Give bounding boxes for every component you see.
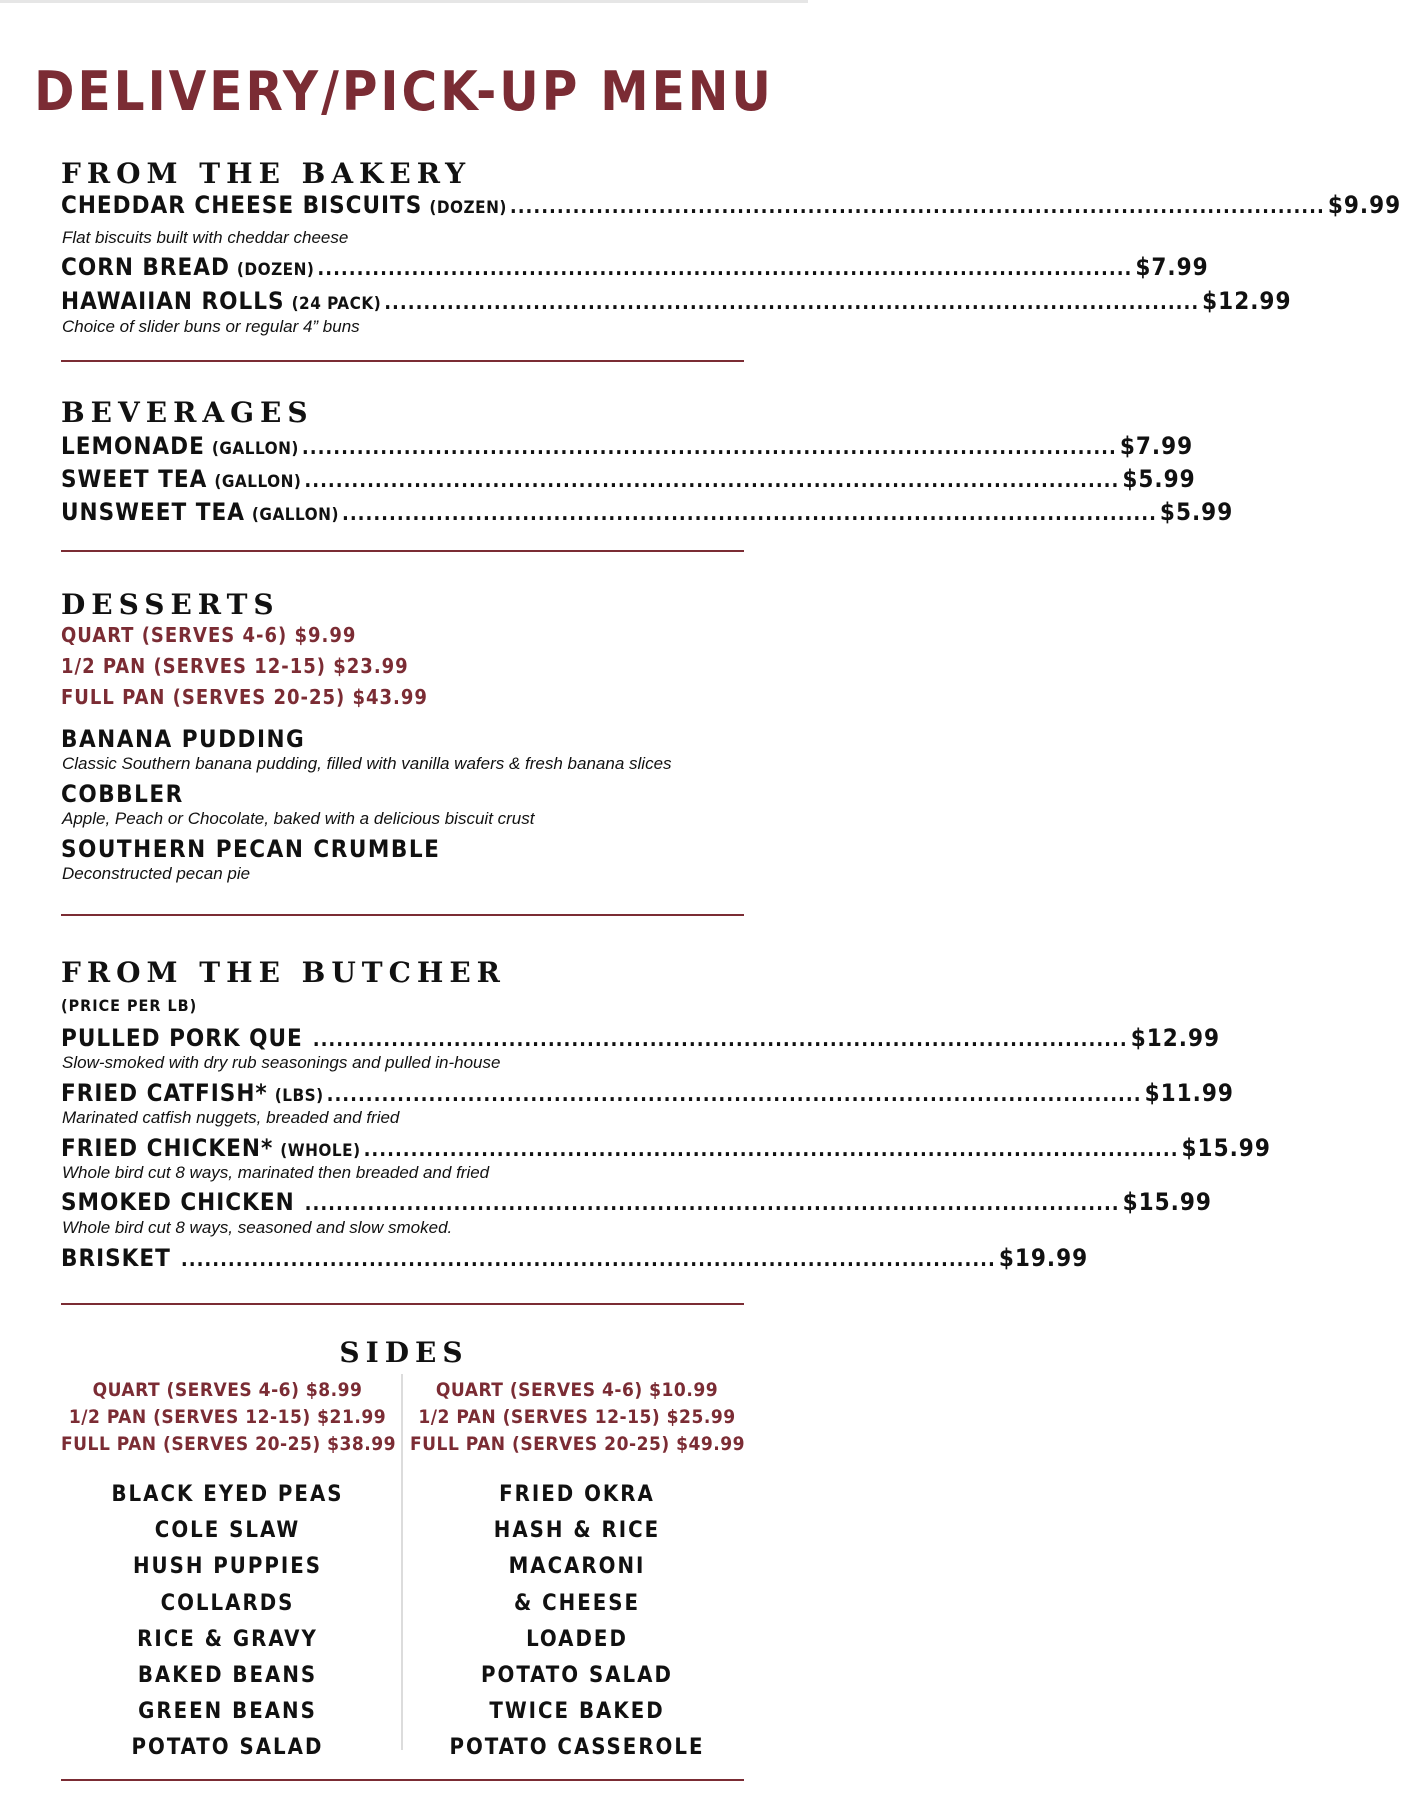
item-price: $15.99 — [1122, 1188, 1212, 1216]
dot-leader: ........................................................................................................ — [363, 1137, 1179, 1161]
menu-item-fried-chicken — [61, 1133, 1271, 1166]
side-item: BLACK EYED PEAS — [111, 1482, 344, 1507]
item-qualifier: (GALLON) — [214, 472, 302, 492]
dessert-size-price: 1/2 PAN (SERVES 12-15) $23.99 — [61, 654, 409, 678]
item-name: SWEET TEA — [61, 465, 208, 493]
item-description: Marinated catfish nuggets, breaded and fried — [62, 1108, 400, 1127]
dot-leader: ........................................................................................................ — [317, 256, 1133, 280]
dessert-name: COBBLER — [61, 780, 184, 808]
side-list — [61, 1477, 394, 1767]
item-price: $9.99 — [1327, 191, 1401, 219]
item-name: FRIED CHICKEN* — [61, 1134, 274, 1162]
item-qualifier: (WHOLE) — [280, 1141, 361, 1161]
desserts-heading: DESSERTS — [61, 588, 280, 621]
side-item: COLE SLAW — [154, 1518, 301, 1544]
side-size-price: FULL PAN (SERVES 20-25) $49.99 — [410, 1433, 746, 1455]
menu-item-unsweet-tea — [61, 497, 1234, 530]
dot-leader: ........................................................................................................ — [304, 468, 1120, 492]
dot-leader: ........................................................................................................ — [341, 501, 1157, 525]
side-size-price: QUART (SERVES 4-6) $8.99 — [92, 1379, 363, 1401]
dot-leader: ........................................................................................................ — [304, 1191, 1120, 1215]
dessert-name: BANANA PUDDING — [61, 725, 306, 753]
side-item: GREEN BEANS — [138, 1699, 317, 1725]
section-divider — [61, 550, 744, 552]
item-price: $7.99 — [1119, 432, 1194, 460]
menu-item-fried-catfish — [61, 1078, 1234, 1111]
menu-item-lemonade — [61, 431, 1194, 464]
side-item: LOADED — [526, 1626, 628, 1652]
item-qualifier: (GALLON) — [251, 505, 339, 525]
item-description: Apple, Peach or Chocolate, baked with a delicious biscuit crust — [62, 809, 535, 828]
menu-item-corn-bread — [61, 252, 1209, 285]
side-list — [410, 1477, 744, 1767]
item-qualifier: (DOZEN) — [236, 260, 315, 280]
side-item: TWICE BAKED — [489, 1699, 665, 1725]
item-price: $15.99 — [1181, 1134, 1271, 1162]
side-item: POTATO SALAD — [481, 1663, 673, 1689]
side-item: POTATO CASSEROLE — [449, 1735, 705, 1761]
item-name: UNSWEET TEA — [61, 498, 245, 526]
dot-leader: ........................................................................................................ — [509, 194, 1325, 218]
section-divider — [61, 1779, 744, 1781]
item-price: $11.99 — [1144, 1079, 1234, 1107]
dessert-name: SOUTHERN PECAN CRUMBLE — [61, 835, 441, 863]
dessert-size-price: FULL PAN (SERVES 20-25) $43.99 — [61, 685, 428, 709]
item-description: Whole bird cut 8 ways, seasoned and slow smoked. — [62, 1218, 453, 1237]
sides-column-right — [410, 1377, 744, 1767]
item-name: HAWAIIAN ROLLS — [61, 287, 285, 315]
side-item: POTATO SALAD — [131, 1735, 324, 1761]
item-price: $19.99 — [998, 1244, 1089, 1272]
menu-item-brisket — [61, 1243, 1089, 1274]
item-price: $12.99 — [1202, 287, 1292, 315]
side-item: MACARONI — [508, 1554, 646, 1580]
menu-title: DELIVERY/PICK-UP MENU — [34, 60, 774, 123]
item-name: BRISKET — [61, 1244, 171, 1272]
side-item: HASH & RICE — [493, 1518, 661, 1544]
dot-leader: ........................................................................................................ — [301, 435, 1117, 459]
side-size-price: 1/2 PAN (SERVES 12-15) $25.99 — [418, 1406, 736, 1428]
side-item: FRIED OKRA — [499, 1482, 655, 1507]
item-qualifier: (DOZEN) — [429, 198, 507, 218]
menu-item-sweet-tea — [61, 464, 1196, 497]
item-description: Deconstructed pecan pie — [62, 864, 251, 883]
side-item: BAKED BEANS — [137, 1663, 318, 1689]
item-name: LEMONADE — [61, 432, 205, 460]
item-name: SMOKED CHICKEN — [61, 1188, 295, 1216]
side-size-price: QUART (SERVES 4-6) $10.99 — [435, 1379, 719, 1401]
dessert-size-price: QUART (SERVES 4-6) $9.99 — [61, 623, 357, 647]
side-item: RICE & GRAVY — [137, 1626, 318, 1652]
sides-column-left — [61, 1377, 397, 1767]
item-price: $5.99 — [1159, 498, 1234, 526]
bakery-heading: FROM THE BAKERY — [61, 157, 472, 190]
item-price: $12.99 — [1130, 1024, 1221, 1052]
dot-leader: ........................................................................................................ — [384, 290, 1200, 314]
menu-item-hawaiian-rolls — [61, 286, 1292, 319]
side-item: HUSH PUPPIES — [132, 1554, 323, 1580]
side-item: COLLARDS — [160, 1590, 295, 1616]
item-description: Classic Southern banana pudding, filled with vanilla wafers & fresh banana slices — [62, 754, 672, 773]
item-description: Choice of slider buns or regular 4” buns — [62, 317, 360, 336]
section-divider — [61, 360, 744, 362]
menu-item-cheddar-biscuits — [61, 190, 1401, 223]
side-size-price: 1/2 PAN (SERVES 12-15) $21.99 — [68, 1406, 387, 1428]
item-qualifier: (LBS) — [274, 1086, 324, 1106]
item-price: $7.99 — [1135, 253, 1209, 281]
item-name: PULLED PORK QUE — [61, 1024, 303, 1052]
dot-leader: ........................................................................................................ — [180, 1247, 996, 1271]
dot-leader: ........................................................................................................ — [326, 1082, 1142, 1106]
sides-heading: SIDES — [339, 1336, 469, 1369]
menu-item-smoked-chicken — [61, 1187, 1212, 1218]
item-name: CORN BREAD — [61, 253, 230, 281]
side-item: & CHEESE — [513, 1590, 641, 1616]
price-per-lb-note: (PRICE PER LB) — [61, 996, 198, 1015]
item-description: Flat biscuits built with cheddar cheese — [62, 228, 349, 247]
item-description: Slow-smoked with dry rub seasonings and pulled in-house — [62, 1053, 501, 1072]
item-qualifier: (GALLON) — [211, 439, 299, 459]
item-name: CHEDDAR CHEESE BISCUITS — [61, 191, 423, 219]
dot-leader: ........................................................................................................ — [312, 1027, 1128, 1051]
butcher-heading: FROM THE BUTCHER — [61, 956, 506, 989]
sides-column-divider — [401, 1374, 403, 1750]
side-size-price: FULL PAN (SERVES 20-25) $38.99 — [61, 1433, 397, 1455]
beverages-heading: BEVERAGES — [61, 396, 314, 429]
section-divider — [61, 1303, 744, 1305]
item-description: Whole bird cut 8 ways, marinated then breaded and fried — [62, 1163, 490, 1182]
item-price: $5.99 — [1122, 465, 1196, 493]
menu-item-pulled-pork — [61, 1023, 1221, 1054]
item-qualifier: (24 PACK) — [291, 294, 382, 314]
item-name: FRIED CATFISH* — [61, 1079, 268, 1107]
section-divider — [61, 914, 744, 916]
menu-page — [0, 3, 1401, 1802]
